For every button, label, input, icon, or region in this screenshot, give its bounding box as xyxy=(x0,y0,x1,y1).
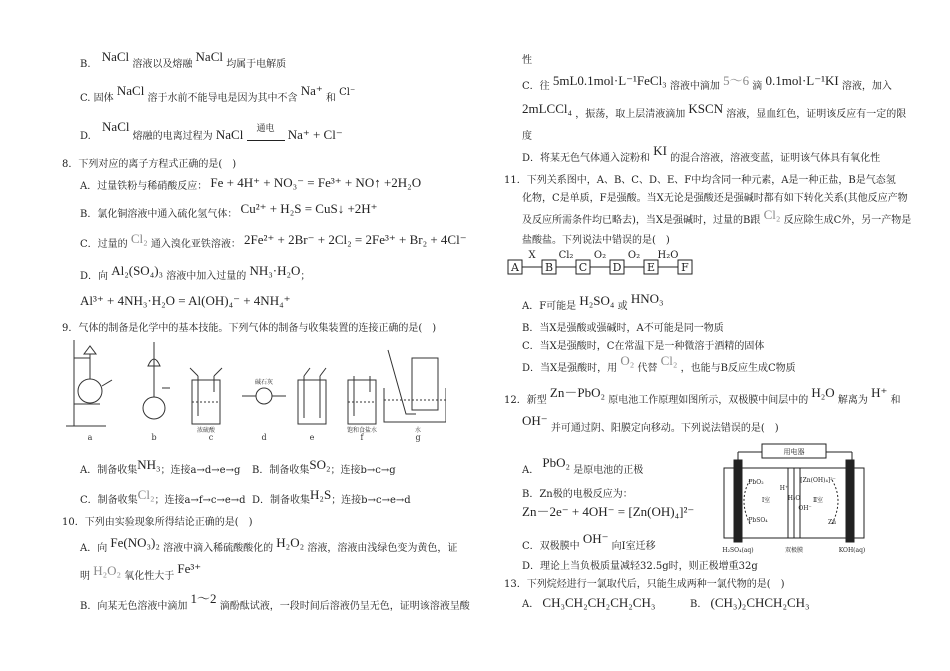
reagent-f: 饱和食盐水 xyxy=(346,427,378,434)
label-g: g xyxy=(415,433,421,442)
membrane-label: 双极膜 xyxy=(784,547,804,554)
q12-line1: 12．新型 Zn－PbO₂ 原电池工作原理如图所示，双极膜中间层中的 H₂O 解离为 H⁺ 和 xyxy=(504,385,901,406)
q11-line2: 化物，C是单质，F是强酸。当X无论是强酸还是强碱时都有如下转化关系(其他反应产物 xyxy=(522,193,908,204)
q11-b: B．当X是强酸或强碱时，A不可能是同一物质 xyxy=(522,323,724,334)
zn-electrode xyxy=(846,460,854,542)
q8-b: B．氯化铜溶液中通入硫化氢气体： Cu²⁺ + H₂S = CuS↓ +2H⁺ xyxy=(80,201,378,220)
arrow-label-x: X xyxy=(528,250,536,261)
q8-stem: 8．下列对应的离子方程式正确的是( ) xyxy=(62,159,237,170)
h2o-label: H₂O xyxy=(787,495,801,502)
q9-a: A．制备收集NH₃；连接a→d→e→g xyxy=(80,457,241,476)
q8-c: C．过量的 Cl₂ 通入溴化亚铁溶液： 2Fe²⁺ + 2Br⁻ + 2Cl₂ = 2Fe³⁺ + Br₂ + 4Cl⁻ xyxy=(80,231,467,250)
q11-a: A．F可能是 H₂SO₄ 或 HNO₃ xyxy=(522,291,664,312)
pbso4-label: PbSO₄ xyxy=(748,517,768,524)
q13-b: B． (CH₃)₂CHCH₂CH₃ xyxy=(690,595,810,610)
oh-ion-label: OH⁻ xyxy=(798,505,812,512)
device-label: 用电器 xyxy=(783,448,805,456)
arrow-label-o2-2: O₂ xyxy=(627,250,641,261)
flask-b xyxy=(143,397,165,419)
q9-c: C．制备收集Cl₂；连接a→f→c→e→d xyxy=(80,487,246,506)
q10-c-cont: 2mLCCl₄ ，振荡，取上层清液滴加 KSCN 溶液，显血红色，证明该反应有一定的限 xyxy=(522,101,907,120)
option-c: C. 固体 NaCl 溶于水前不能导电是因为其中不含 Na⁺ 和 Cl⁻ xyxy=(80,83,356,104)
q11-d: D．当X是强酸时，用 O₂ 代替 Cl₂ ，也能与B反应生成C物质 xyxy=(522,353,796,374)
znoh4-label: [Zn(OH)₄]²⁻ xyxy=(800,477,836,484)
q10-d: D．将某无色气体通入淀粉和 KI 的混合溶液，溶液变蓝，证明该气体具有氧化性 xyxy=(522,143,881,164)
arrow-label-h2o: H₂O xyxy=(657,250,679,261)
q11-line3: 及反应所需条件均已略去)，当X是强碱时，过量的B跟 Cl₂ 反应除生成C外，另一产物是 xyxy=(522,207,912,226)
label-e: e xyxy=(309,433,315,442)
q13-stem: 13．下列烷烃进行一氯取代后，只能生成两种一氯代物的是( ) xyxy=(504,579,785,590)
h2so4-label: H₂SO₄(aq) xyxy=(722,547,754,554)
pbo2-electrode xyxy=(734,460,742,542)
q10-b: B．向某无色溶液中滴加 1～2 滴酚酞试液，一段时间后溶液仍呈无色，证明该溶液呈酸 xyxy=(80,591,470,612)
flask-a xyxy=(78,379,102,403)
q13-a: A． CH₃CH₂CH₂CH₂CH₃ xyxy=(522,595,656,610)
q10-c-end: 度 xyxy=(522,131,532,142)
chain-d: D xyxy=(612,261,622,274)
q8-a: A．过量铁粉与稀硝酸反应： Fe + 4H⁺ + NO₃⁻ = Fe³⁺ + NO↑ +2H₂O xyxy=(80,175,422,192)
q9-stem: 9．气体的制备是化学中的基本技能。下列气体的制备与收集装置的连接正确的是( ) xyxy=(62,323,437,334)
option-d: D. NaCl 熔融的电离过程为 NaCl 通电 Na⁺ + Cl⁻ xyxy=(80,119,343,142)
reagent-c: 浓硫酸 xyxy=(196,427,216,434)
trough-g xyxy=(384,388,446,422)
q8-d: D．向 Al₂(SO₄)₃ 溶液中加入过量的 NH₃·H₂O； xyxy=(80,263,311,282)
q12-b-equation: Zn－2e⁻ + 4OH⁻ = [Zn(OH)₄]²⁻ xyxy=(522,504,695,519)
q12-d: D．理论上当负极质量减轻32.5g时，则正极增重32g xyxy=(522,561,758,572)
funnel-a xyxy=(84,346,96,354)
apparatus-figure xyxy=(66,336,446,446)
label-a: a xyxy=(87,433,93,442)
q8-d-equation: Al³⁺ + 4NH₃·H₂O = Al(OH)₄⁻ + 4NH₄⁺ xyxy=(80,293,291,308)
reagent-g: 水 xyxy=(414,427,422,434)
chain-b: B xyxy=(544,261,554,274)
chain-e: E xyxy=(646,261,656,274)
conversion-chain xyxy=(506,244,706,278)
arrow-label-cl2: Cl₂ xyxy=(558,250,574,261)
label-d: d xyxy=(261,433,267,442)
chain-a: A xyxy=(511,261,519,274)
q12-a: A． PbO₂ 是原电池的正极 xyxy=(522,455,644,476)
pbo2-label: PbO₂ xyxy=(748,479,764,486)
label-f: f xyxy=(360,433,364,442)
equals-bar: 通电 xyxy=(247,126,285,141)
koh-label: KOH(aq) xyxy=(838,547,866,554)
chain-f: F xyxy=(681,261,689,274)
room1-label: Ⅰ室 xyxy=(761,497,771,504)
q10-a: A．向 Fe(NO₃)₂ 溶液中滴入稀硫酸酸化的 H₂O₂ 溶液，溶液由浅绿色变为黄色，证 xyxy=(80,535,458,554)
q11-line1: 11．下列关系图中，A、B、C、D、E、F中均含同一种元素，A是一种正盐，B是气态氢 xyxy=(504,175,896,186)
q12-b: B．Zn极的电极反应为： xyxy=(522,489,633,500)
q10-c: C．往 5mL0.1mol·L⁻¹FeCl₃ 溶液中滴加 5～6 滴 0.1mol·L⁻¹KI 溶液，加入 xyxy=(522,73,892,92)
option-b: B. NaCl 溶液以及熔融 NaCl 均属于电解质 xyxy=(80,49,287,70)
battery-diagram xyxy=(714,440,874,558)
reagent-d: 碱石灰 xyxy=(254,379,274,386)
q12-line2: OH⁻ 并可通过阴、阳膜定向移动。下列说法错误的是( ) xyxy=(522,413,779,434)
drying-tube xyxy=(256,388,272,404)
q10-b-cont: 性 xyxy=(522,55,532,66)
bottle-g xyxy=(412,358,438,410)
room2-label: Ⅱ室 xyxy=(812,497,824,504)
bottle-e xyxy=(298,380,326,424)
zn-label: Zn xyxy=(827,519,837,526)
q9-b: B．制备收集SO₂；连接b→c→g xyxy=(252,457,396,476)
q12-c: C．双极膜中 OH⁻ 向Ⅰ室迁移 xyxy=(522,531,656,552)
arrow-label-o2-1: O₂ xyxy=(593,250,607,261)
q10-stem: 10．下列由实验现象所得结论正确的是( ) xyxy=(62,517,253,528)
q11-c: C．当X是强酸时，C在常温下是一种微溶于酒精的固体 xyxy=(522,341,765,352)
q11-line4: 盐酸盐。下列说法中错误的是( ) xyxy=(522,235,670,246)
chain-c: C xyxy=(578,261,588,274)
label-b: b xyxy=(151,433,157,442)
h-ion-label: H⁺ xyxy=(779,485,789,492)
q9-d: D．制备收集H₂S；连接b→c→e→d xyxy=(252,487,411,506)
q10-a-cont: 明 H₂O₂ 氧化性大于 Fe³⁺ xyxy=(80,561,202,582)
label-c: c xyxy=(208,433,214,442)
